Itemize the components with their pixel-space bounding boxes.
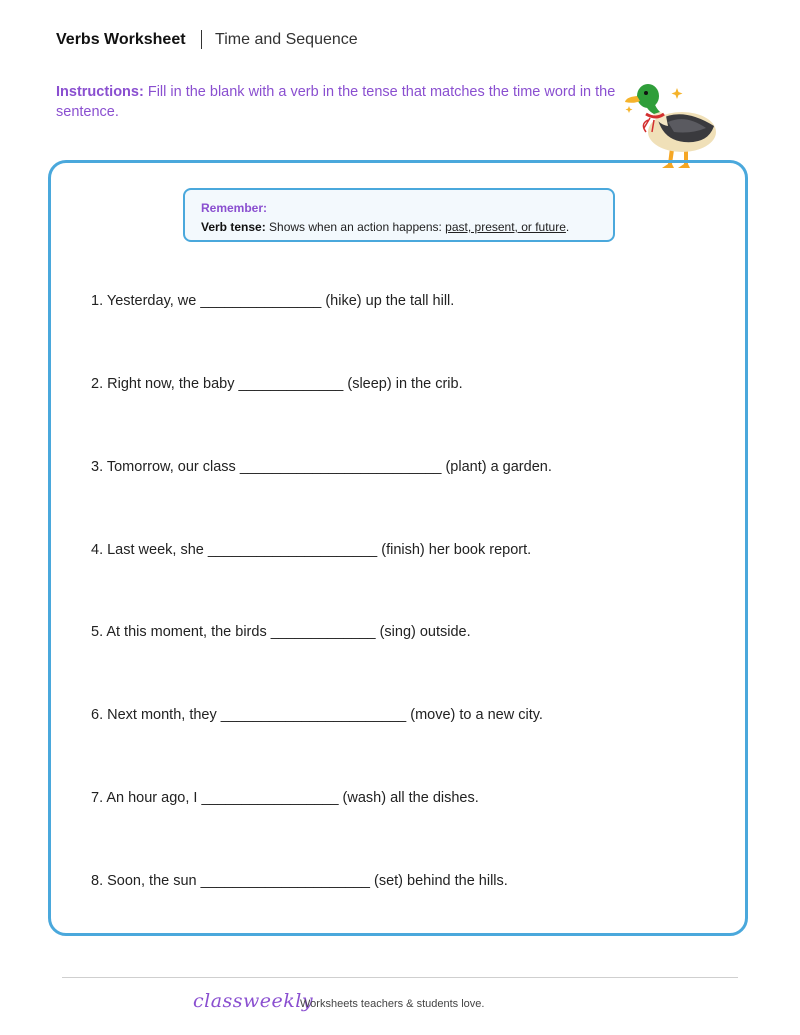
definition-suffix: . <box>565 220 570 234</box>
question-1: 1. Yesterday, we _______________ (hike) up the tall hill. <box>91 293 455 309</box>
question-7: 7. An hour ago, I _________________ (wash) all the dishes. <box>91 790 479 806</box>
instructions-text: Fill in the blank with a verb in the tense that matches the time word in the sentence. <box>56 84 616 120</box>
question-6: 6. Next month, they _______________________ (move) to a new city. <box>91 707 543 723</box>
instructions <box>56 82 616 122</box>
remember-box <box>183 188 615 242</box>
question-5: 5. At this moment, the birds _____________ (sing) outside. <box>91 624 471 640</box>
definition-tenses: past, present, or future <box>445 220 566 234</box>
remember-title: Remember: <box>201 201 268 215</box>
instructions-label: Instructions: <box>56 84 144 100</box>
question-3: 3. Tomorrow, our class _________________________ (plant) a garden. <box>91 459 552 475</box>
worksheet-title: Verbs Worksheet <box>56 30 186 48</box>
definition-prefix: Shows when an action happens: <box>265 220 446 234</box>
question-2: 2. Right now, the baby _____________ (sleep) in the crib. <box>91 376 463 392</box>
worksheet-header <box>56 30 358 49</box>
header-divider <box>201 30 203 49</box>
footer-tagline: Worksheets teachers & students love. <box>300 998 485 1010</box>
question-8: 8. Soon, the sun _____________________ (set) behind the hills. <box>91 873 508 889</box>
brand-logo: classweekly <box>193 990 314 1012</box>
worksheet-subtitle: Time and Sequence <box>215 30 358 48</box>
remember-definition <box>201 218 613 237</box>
footer-divider <box>62 977 738 978</box>
remember-term: Verb tense: <box>201 220 266 234</box>
question-4: 4. Last week, she _____________________ (finish) her book report. <box>91 542 532 558</box>
